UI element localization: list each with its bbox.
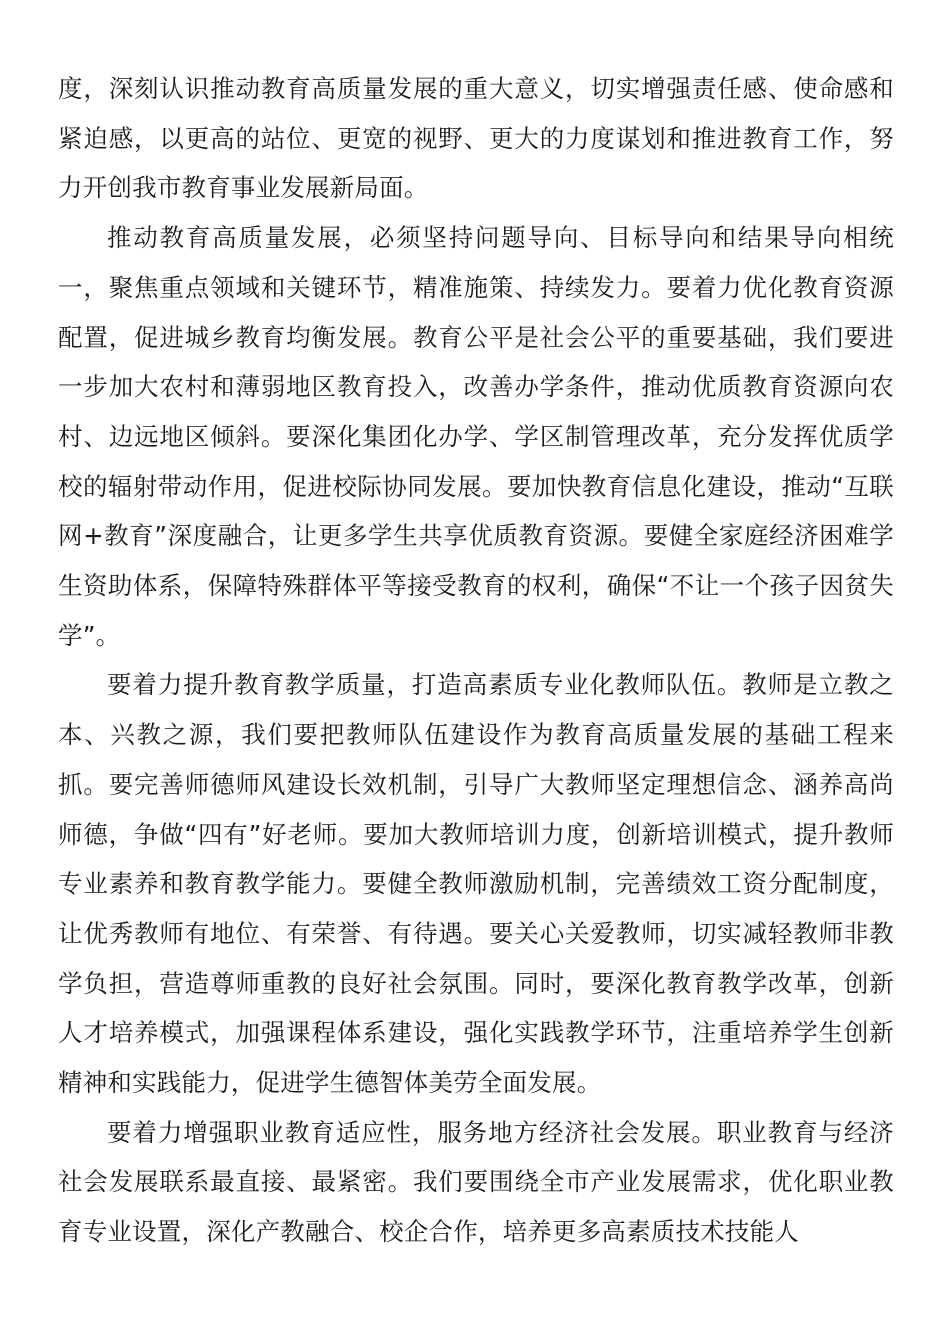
paragraph-4: 要着力增强职业教育适应性，服务地方经济社会发展。职业教育与经济社会发展联系最直接、最紧密。我们要围绕全市产业发展需求，优化职业教育专业设置，深化产教融合、校企合作，培养更多高素质技术技能人: [58, 1117, 894, 1247]
paragraph-2: 推动教育高质量发展，必须坚持问题导向、目标导向和结果导向相统一，聚焦重点领域和关键环节，精准施策、持续发力。要着力优化教育资源配置，促进城乡教育均衡发展。教育公平是社会公平的重要基础，我们要进一步加大农村和薄弱地区教育投入，改善办学条件，推动优质教育资源向农村、边远地区倾斜。要深化集团化办学、学区制管理改革，充分发挥优质学校的辐射带动作用，促进校际协同发展。要加快教育信息化建设，推动“互联网+教育”深度融合，让更多学生共享优质教育资源。要健全家庭经济困难学生资助体系，保障特殊群体平等接受教育的权利，确保“不让一个孩子因贫失学”。: [58, 223, 894, 650]
document-body: [58, 64, 894, 1257]
paragraph-3: 要着力提升教育教学质量，打造高素质专业化教师队伍。教师是立教之本、兴教之源，我们要把教师队伍建设作为教育高质量发展的基础工程来抓。要完善师德师风建设长效机制，引导广大教师坚定理想信念、涵养高尚师德，争做“四有”好老师。要加大教师培训力度，创新培训模式，提升教师专业素养和教育教学能力。要健全教师激励机制，完善绩效工资分配制度，让优秀教师有地位、有荣誉、有待遇。要关心关爱教师，切实减轻教师非教学负担，营造尊师重教的良好社会氛围。同时，要深化教育教学改革，创新人才培养模式，加强课程体系建设，强化实践教学环节，注重培养学生创新精神和实践能力，促进学生德智体美劳全面发展。: [58, 670, 894, 1098]
paragraph-1: 度，深刻认识推动教育高质量发展的重大意义，切实增强责任感、使命感和紧迫感，以更高的站位、更宽的视野、更大的力度谋划和推进教育工作，努力开创我市教育事业发展新局面。: [58, 74, 894, 203]
